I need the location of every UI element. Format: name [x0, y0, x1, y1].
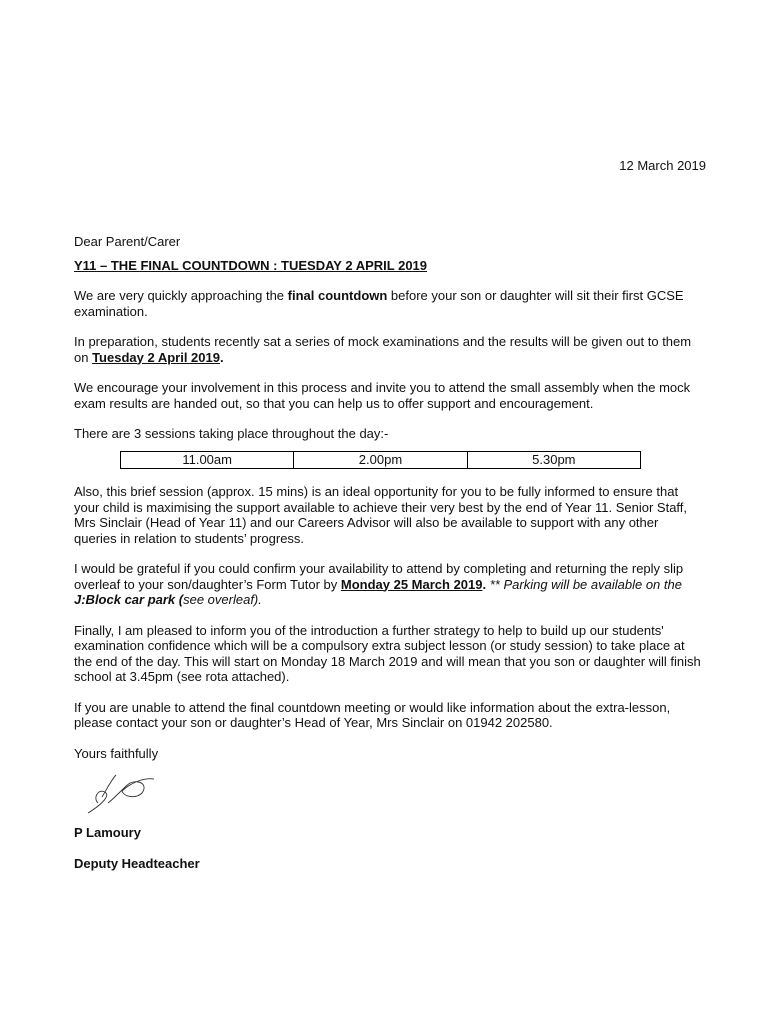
session-cell: 2.00pm: [294, 451, 467, 469]
session-cell: 5.30pm: [467, 451, 640, 469]
paragraph-5: Also, this brief session (approx. 15 mins) is an ideal opportunity for you to be fully informed to ensure that your child is maximising the support available to achieve their very best by the end of Year 11. Senior Staff, Mrs Sinclair (Head of Year 11) and our Careers Advisor will also be available to support with any other queries in relation to students’ progress.: [74, 484, 688, 546]
closing: Yours faithfully: [74, 745, 159, 761]
paragraph-6: I would be grateful if you could confirm your availability to attend by completing and returning the reply slip overleaf to your son/daughter’s Form Tutor by Monday 25 March 2019. ** Parking will be available on the J:Block car park (see overleaf).: [74, 561, 684, 607]
signatory-name: P Lamoury: [74, 825, 141, 840]
letter-body: [74, 234, 704, 886]
paragraph-3: We encourage your involvement in this process and invite you to attend the small assembly when the mock exam results are handed out, so that you can help us to offer support and encouragement.: [74, 380, 691, 411]
sessions-table: [120, 451, 641, 470]
paragraph-7: Finally, I am pleased to inform you of the introduction a further strategy to help to build up our students' examination confidence which will be a compulsory extra subject lesson (or study session) to take place at the end of the day. This will start on Monday 18 March 2019 and will mean that you son or daughter will finish school at 3.45pm (see rota attached).: [74, 622, 701, 684]
signatory-role: Deputy Headteacher: [74, 855, 200, 871]
subject-line: Y11 – THE FINAL COUNTDOWN : TUESDAY 2 APRIL 2019: [74, 257, 428, 273]
session-cell: 11.00am: [121, 451, 294, 469]
paragraph-2: In preparation, students recently sat a series of mock examinations and the results will be given out to them on Tuesday 2 April 2019.: [74, 334, 692, 365]
paragraph-4: There are 3 sessions taking place throughout the day:-: [74, 426, 389, 441]
letter-date: 12 March 2019: [619, 158, 706, 173]
paragraph-8: If you are unable to attend the final countdown meeting or would like information about the extra-lesson, please contact your son or daughter’s Head of Year, Mrs Sinclair on 01942 202580.: [74, 699, 671, 730]
salutation: Dear Parent/Carer: [74, 234, 181, 249]
signature-image: [78, 767, 158, 815]
paragraph-1: We are very quickly approaching the final countdown before your son or daughter will sit their first GCSE examination.: [74, 288, 684, 319]
